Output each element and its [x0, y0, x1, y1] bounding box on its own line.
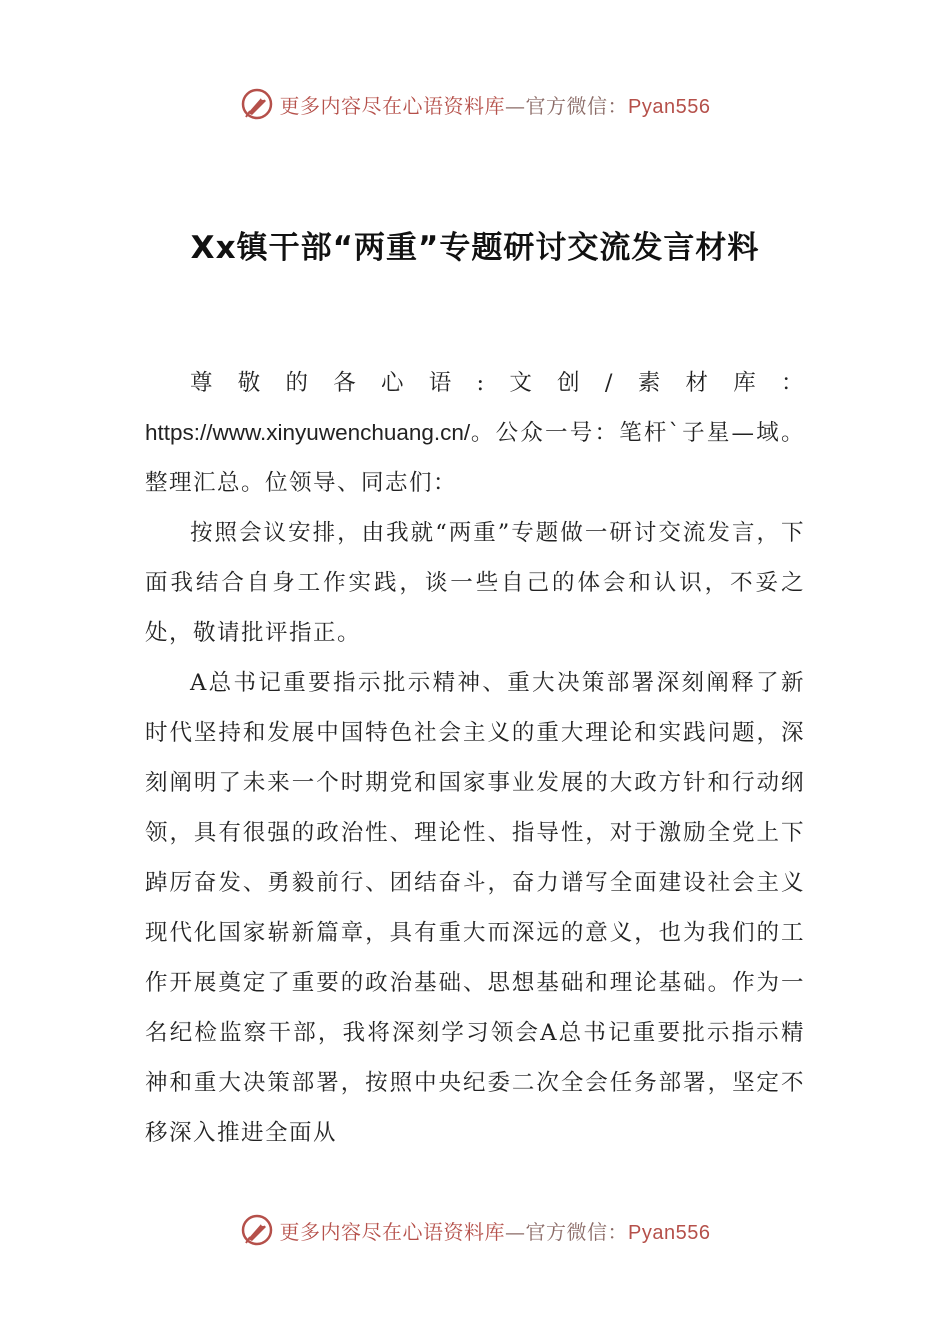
document-body [145, 358, 805, 1158]
salutation-url: https://www.xinyuwenchuang.cn/ [145, 420, 471, 445]
watermark-main: 更多内容尽在心语资料库 [279, 93, 506, 118]
watermark-main: 更多内容尽在心语资料库 [279, 1219, 506, 1244]
watermark-dash: — [505, 93, 526, 118]
document-title: Xx镇干部“两重”专题研讨交流发言材料 [190, 230, 760, 266]
paragraph-1: 按照会议安排，由我就“两重”专题做一研讨交流发言，下面我结合自身工作实践，谈一些自己的体会和认识，不妥之处，敬请批评指正。 [145, 520, 805, 646]
watermark-sub: 官方微信： [525, 93, 629, 118]
watermark-dash: — [505, 1219, 526, 1244]
header-watermark [0, 84, 950, 124]
watermark-text [280, 90, 711, 119]
pen-nib-logo-icon [240, 1213, 274, 1247]
salutation-part2: 。公众一号：笔杆`子星—域。整理汇总。位领导、同志们： [145, 420, 805, 496]
watermark-wechat-id: Pyan556 [628, 95, 711, 118]
paragraph-2: A总书记重要指示批示精神、重大决策部署深刻阐释了新时代坚持和发展中国特色社会主义的重大理论和实践问题，深刻阐明了未来一个时期党和国家事业发展的大政方针和行动纲领，具有很强的政治性、理论性、指导性，对于激励全党上下踔厉奋发、勇毅前行、团结奋斗，奋力谱写全面建设社会主义现代化国家崭新篇章，具有重大而深远的意义，也为我们的工作开展奠定了重要的政治基础、思想基础和理论基础。作为一名纪检监察干部，我将深刻学习领会A总书记重要批示指示精神和重大决策部署，按照中央纪委二次全会任务部署，坚定不移深入推进全面从 [145, 670, 805, 1146]
salutation-part1: 尊敬的各心语:文创/素材库： [190, 370, 805, 396]
pen-nib-logo-icon [240, 87, 274, 121]
footer-watermark [0, 1210, 950, 1250]
watermark-wechat-id: Pyan556 [628, 1221, 711, 1244]
watermark-text [280, 1216, 711, 1245]
watermark-sub: 官方微信： [525, 1219, 629, 1244]
salutation-paragraph [145, 358, 805, 508]
